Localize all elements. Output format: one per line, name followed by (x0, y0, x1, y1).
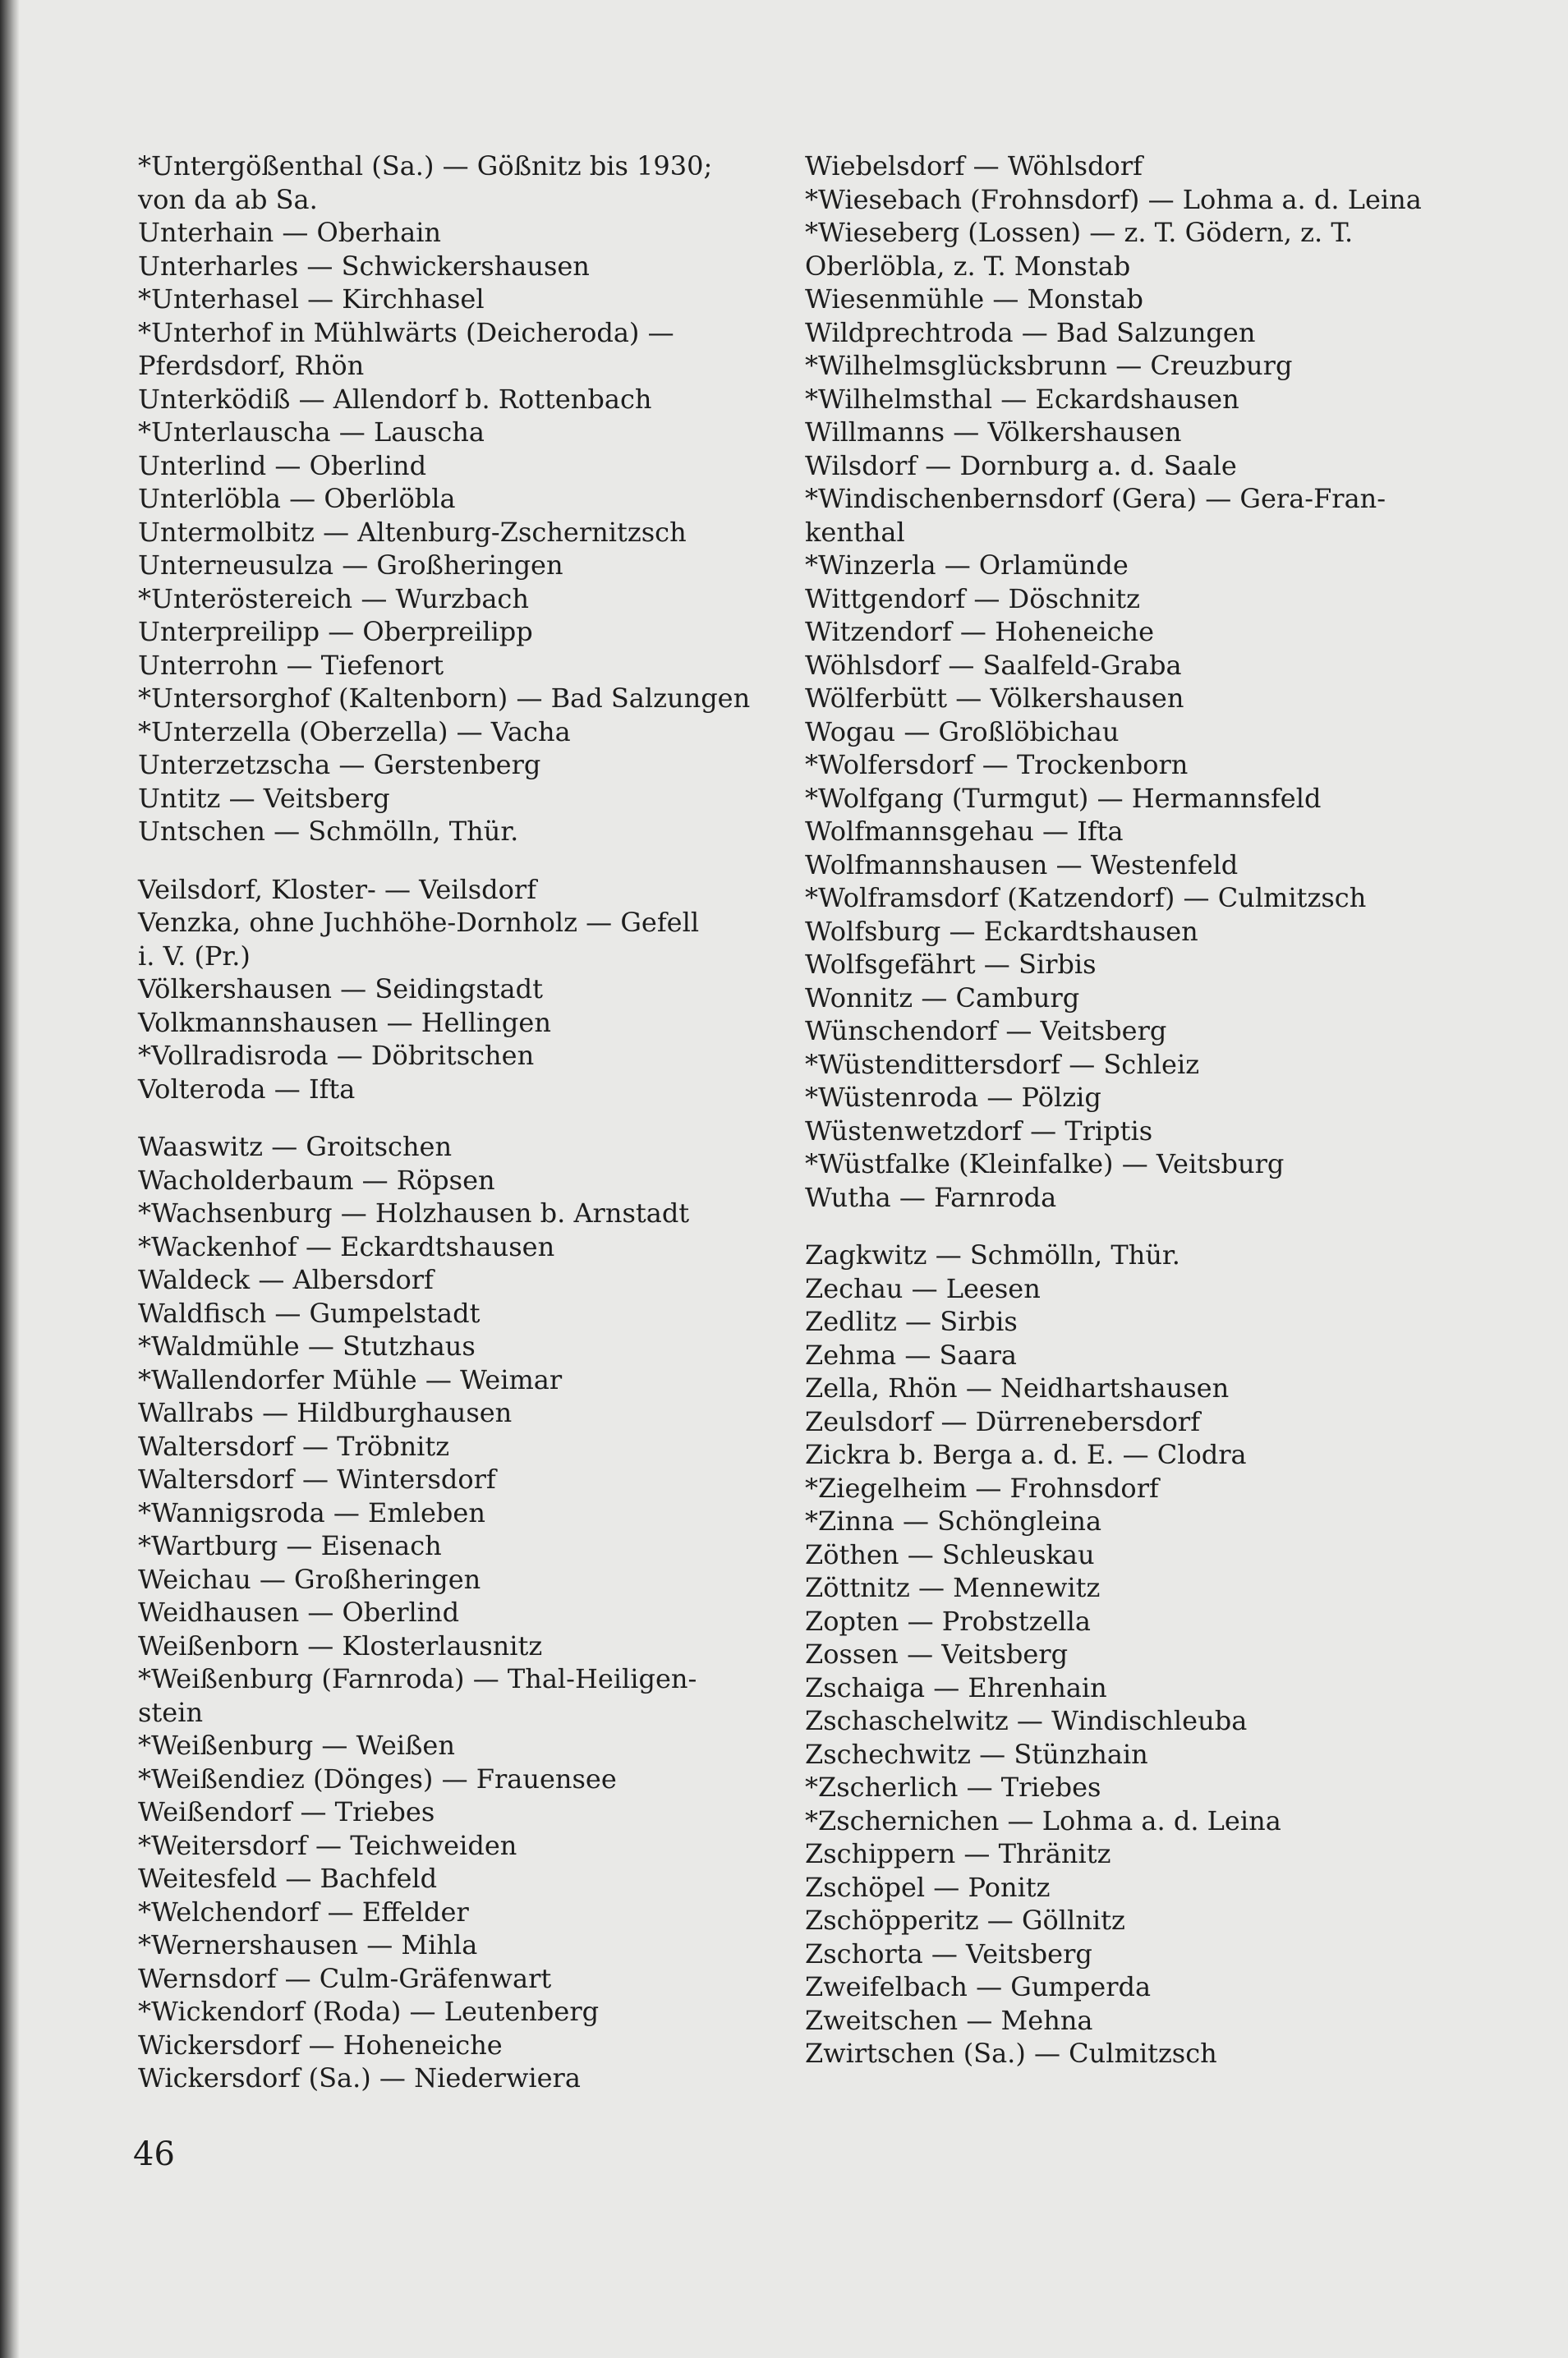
index-entry: Zickra b. Berga a. d. E. — Clodra (805, 1439, 1247, 1470)
index-entry: *Wernershausen — Mihla (138, 1929, 478, 1960)
index-entry: *Waldmühle — Stutzhaus (138, 1331, 476, 1362)
index-entry: Völkershausen — Seidingstadt (138, 973, 543, 1004)
index-entry: *Weißenburg — Weißen (138, 1730, 455, 1761)
index-entry: Zschorta — Veitsberg (805, 1937, 1092, 1970)
index-entry: Unterharles — Schwickershausen (138, 250, 590, 282)
index-entry: Wolfsburg — Eckardtshausen (805, 915, 1198, 947)
index-entry: *Wolfersdorf — Trockenborn (805, 749, 1189, 780)
index-entry: Zedlitz — Sirbis (805, 1306, 1018, 1337)
index-entry: Wutha — Farnroda (805, 1181, 1057, 1213)
index-entry: *Untergößenthal (Sa.) — Gößnitz bis 1930; (138, 150, 713, 182)
index-entry: Wiesenmühle — Monstab (805, 283, 1144, 315)
index-entry: Zossen — Veitsberg (805, 1639, 1069, 1670)
index-entry: Veilsdorf, Kloster- — Veilsdorf (138, 873, 537, 905)
index-entry: Wünschendorf — Veitsberg (805, 1015, 1167, 1046)
index-entry: Zehma — Saara (805, 1339, 1017, 1371)
index-entry: *Unterzella (Oberzella) — Vacha (138, 715, 571, 747)
index-entry: *Welchendorf — Effelder (138, 1896, 469, 1928)
index-entry: *Wickendorf (Roda) — Leutenberg (138, 1996, 600, 2027)
index-entry: Unterzetzscha — Gerstenberg (138, 749, 541, 780)
left-column (138, 149, 787, 2095)
index-entry: Untitz — Veitsberg (138, 782, 390, 814)
index-entry: Zschaschelwitz — Windischleuba (805, 1705, 1248, 1736)
index-entry: *Wolframsdorf (Katzendorf) — Culmitzsch (805, 882, 1367, 913)
index-entry: Waltersdorf — Wintersdorf (138, 1464, 496, 1495)
index-entry: *Wannigsroda — Emleben (138, 1496, 485, 1528)
index-entry: Weißenborn — Klosterlausnitz (138, 1629, 543, 1662)
index-entry: Wiebelsdorf — Wöhlsdorf (805, 150, 1143, 182)
index-entry: Untermolbitz — Altenburg-Zschernitzsch (138, 516, 687, 548)
index-entry: Zella, Rhön — Neidhartshausen (805, 1372, 1230, 1404)
section-gap (138, 1105, 787, 1130)
index-entry: Waaswitz — Groitschen (138, 1131, 453, 1162)
index-entry: Unterlöbla — Oberlöbla (138, 483, 456, 514)
index-entry: *Wilhelmsglücksbrunn — Creuzburg (805, 350, 1293, 381)
right-column (805, 149, 1462, 2071)
index-entry: *Wieseberg (Lossen) — z. T. Gödern, z. T. (805, 217, 1354, 248)
index-entry: Zöthen — Schleuskau (805, 1538, 1095, 1570)
index-entry: Zeulsdorf — Dürrenebersdorf (805, 1405, 1201, 1437)
index-entry: Oberlöbla, z. T. Monstab (805, 250, 1131, 282)
index-entry: Waltersdorf — Tröbnitz (138, 1430, 450, 1462)
index-entry: Wernsdorf — Culm-Gräfenwart (138, 1962, 552, 1994)
index-entry: *Zschernichen — Lohma a. d. Leina (805, 1804, 1281, 1836)
index-entry: Waldeck — Albersdorf (138, 1264, 434, 1295)
index-entry: *Weißendiez (Dönges) — Frauensee (138, 1763, 617, 1795)
index-entry: Unterködiß — Allendorf b. Rottenbach (138, 383, 652, 415)
index-entry: Wonnitz — Camburg (805, 981, 1080, 1014)
index-entry: *Wiesebach (Frohnsdorf) — Lohma a. d. Leina (805, 183, 1422, 215)
section-gap (805, 1214, 1462, 1239)
index-entry: Zschöpel — Ponitz (805, 1871, 1051, 1903)
index-entry: Weißendorf — Triebes (138, 1796, 435, 1827)
index-entry: Unterlind — Oberlind (138, 449, 427, 481)
index-entry: *Unterhasel — Kirchhasel (138, 283, 485, 315)
index-entry: Wickersdorf — Hoheneiche (138, 2029, 503, 2061)
index-entry: stein (138, 1696, 204, 1728)
index-entry: Wickersdorf (Sa.) — Niederwiera (138, 2062, 581, 2094)
index-entry: *Wachsenburg — Holzhausen b. Arnstadt (138, 1197, 690, 1229)
index-entry: Weichau — Großheringen (138, 1563, 481, 1595)
index-entry: *Weitersdorf — Teichweiden (138, 1829, 517, 1861)
index-entry: Volkmannshausen — Hellingen (138, 1006, 551, 1038)
section-gap (138, 848, 787, 873)
index-entry: *Unterlauscha — Lauscha (138, 416, 485, 448)
index-entry: *Wüstfalke (Kleinfalke) — Veitsburg (805, 1148, 1285, 1179)
index-entry: Weidhausen — Oberlind (138, 1597, 460, 1628)
index-entry: Wogau — Großlöbichau (805, 715, 1120, 747)
index-entry: Zechau — Leesen (805, 1272, 1041, 1304)
index-entry: Zopten — Probstzella (805, 1605, 1091, 1637)
index-entry: Unterrohn — Tiefenort (138, 649, 444, 681)
index-entry: Zwirtschen (Sa.) — Culmitzsch (805, 2038, 1217, 2069)
index-entry: Willmanns — Völkershausen (805, 416, 1182, 448)
index-entry: Unterpreilipp — Oberpreilipp (138, 616, 533, 647)
page-number: 46 (133, 2135, 175, 2173)
index-entry: Zweitschen — Mehna (805, 2004, 1093, 2036)
index-entry: Volteroda — Ifta (138, 1073, 356, 1105)
index-entry: Wolfmannsgehau — Ifta (805, 816, 1124, 847)
index-entry: Wallrabs — Hildburghausen (138, 1397, 513, 1428)
index-entry: Wittgendorf — Döschnitz (805, 582, 1140, 614)
index-entry: Untschen — Schmölln, Thür. (138, 816, 519, 847)
index-entry: *Unterhof in Mühlwärts (Deicheroda) — (138, 316, 674, 348)
index-entry: Wildprechtroda — Bad Salzungen (805, 316, 1256, 348)
index-entry: i. V. (Pr.) (138, 940, 251, 972)
index-entry: Wolfmannshausen — Westenfeld (805, 848, 1239, 880)
index-entry: Wilsdorf — Dornburg a. d. Saale (805, 449, 1237, 481)
index-entry: *Weißenburg (Farnroda) — Thal-Heiligen- (138, 1663, 697, 1694)
index-entry: Zweifelbach — Gumperda (805, 1971, 1152, 2002)
index-entry: Unterhain — Oberhain (138, 217, 442, 248)
index-entry: *Wolfgang (Turmgut) — Hermannsfeld (805, 782, 1322, 814)
index-entry: *Vollradisroda — Döbritschen (138, 1040, 535, 1071)
index-entry: *Ziegelheim — Frohnsdorf (805, 1472, 1159, 1504)
index-entry: von da ab Sa. (138, 183, 318, 215)
index-entry: Zagkwitz — Schmölln, Thür. (805, 1239, 1180, 1271)
index-entry: *Wallendorfer Mühle — Weimar (138, 1363, 563, 1395)
index-entry: Wacholderbaum — Röpsen (138, 1164, 495, 1196)
index-entry: Weitesfeld — Bachfeld (138, 1863, 438, 1894)
index-entry: Witzendorf — Hoheneiche (805, 616, 1155, 647)
index-entry: *Wüstenroda — Pölzig (805, 1082, 1101, 1113)
index-entry: Zschechwitz — Stünzhain (805, 1738, 1148, 1770)
index-entry: Zschöpperitz — Göllnitz (805, 1905, 1125, 1936)
index-entry: Wüstenwetzdorf — Triptis (805, 1115, 1153, 1147)
index-entry: *Windischenbernsdorf (Gera) — Gera-Fran- (805, 483, 1386, 514)
book-spine-shadow (0, 0, 20, 2358)
index-entry: Unterneusulza — Großheringen (138, 549, 563, 581)
index-entry: *Wartburg — Eisenach (138, 1530, 442, 1561)
index-entry: *Untersorghof (Kaltenborn) — Bad Salzungen (138, 683, 751, 714)
index-entry: Waldfisch — Gumpelstadt (138, 1297, 481, 1329)
index-entry: kenthal (805, 516, 905, 548)
index-entry: Wöhlsdorf — Saalfeld-Graba (805, 649, 1182, 681)
index-entry: *Zinna — Schöngleina (805, 1505, 1102, 1537)
index-entry: *Wüstendittersdorf — Schleiz (805, 1048, 1200, 1080)
index-entry: Venzka, ohne Juchhöhe-Dornholz — Gefell (138, 907, 700, 938)
index-entry: Zschaiga — Ehrenhain (805, 1671, 1107, 1703)
index-entry: Zschippern — Thränitz (805, 1838, 1111, 1869)
index-entry: Zöttnitz — Mennewitz (805, 1572, 1101, 1603)
index-entry: *Winzerla — Orlamünde (805, 549, 1129, 581)
index-entry: Wolfsgefährt — Sirbis (805, 949, 1097, 980)
index-entry: *Wilhelmsthal — Eckardshausen (805, 383, 1239, 415)
index-entry: Wölferbütt — Völkershausen (805, 683, 1184, 714)
index-entry: *Zscherlich — Triebes (805, 1772, 1101, 1803)
index-entry: Pferdsdorf, Rhön (138, 350, 365, 381)
index-entry: *Wackenhof — Eckardtshausen (138, 1230, 555, 1262)
index-entry: *Unteröstereich — Wurzbach (138, 582, 529, 614)
